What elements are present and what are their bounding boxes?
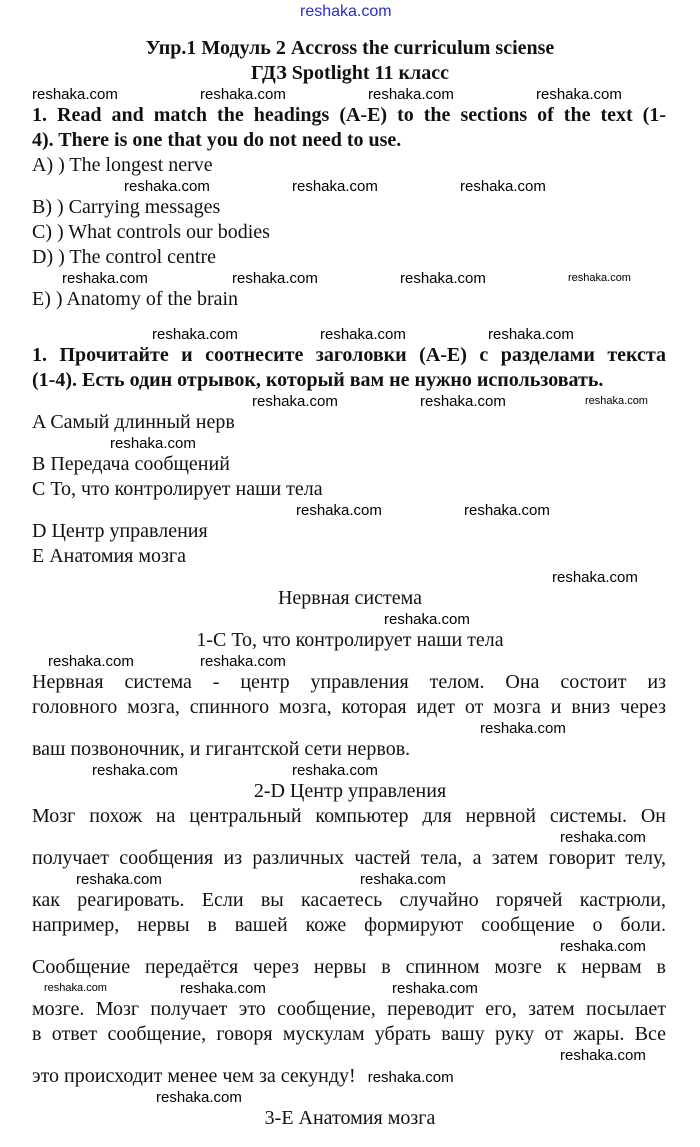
watermark-row	[0, 1047, 700, 1064]
watermark: reshaka.com	[552, 569, 638, 586]
paragraph-line: мозге. Мозг получает это сообщение, переводит его, затем посылает	[32, 998, 666, 1020]
watermark: reshaka.com	[460, 178, 546, 195]
option-ru: E Анатомия мозга	[32, 545, 187, 567]
paragraph-line: это происходит менее чем за секунду!	[32, 1065, 356, 1087]
section-heading: 2-D Центр управления	[253, 780, 447, 802]
watermark-row	[0, 938, 700, 955]
paragraph-line: Нервная система - центр управления телом. Она состоит из	[32, 671, 666, 693]
watermark: reshaka.com	[488, 326, 574, 343]
watermark: reshaka.com	[62, 270, 148, 287]
section-heading: 1-C То, что контролирует наши тела	[196, 629, 504, 651]
watermark-row	[0, 1089, 700, 1106]
paragraph-line: получает сообщения из различных частей тела, а затем говорит телу,	[32, 847, 666, 869]
watermark: reshaka.com	[296, 502, 382, 519]
page-title: Упр.1 Модуль 2 Accross the curriculum sciense	[145, 37, 555, 59]
watermark: reshaka.com	[536, 86, 622, 103]
text-title: Нервная система	[277, 587, 422, 609]
watermark-row	[0, 178, 700, 195]
watermark: reshaka.com	[560, 938, 646, 955]
watermark: reshaka.com	[200, 653, 286, 670]
watermark: reshaka.com	[48, 653, 134, 670]
paragraph-line: ваш позвоночник, и гигантской сети нервов.	[32, 738, 411, 760]
watermark: reshaka.com	[44, 982, 107, 994]
watermark-row	[0, 762, 700, 779]
task-ru-line: 1. Прочитайте и соотнесите заголовки (A-E) с разделами текста	[32, 344, 666, 366]
watermark-row	[0, 435, 700, 452]
watermark-row	[0, 270, 700, 287]
watermark: reshaka.com	[368, 86, 454, 103]
watermark: reshaka.com	[292, 178, 378, 195]
watermark-row	[0, 720, 700, 737]
watermark: reshaka.com	[180, 980, 266, 997]
watermark: reshaka.com	[367, 1069, 454, 1086]
paragraph-line: в ответ сообщение, говоря мускулам убрать вашу руку от жары. Все	[32, 1023, 666, 1045]
watermark: reshaka.com	[480, 720, 566, 737]
option-ru: B Передача сообщений	[32, 453, 230, 475]
watermark-row	[0, 611, 700, 628]
watermark: reshaka.com	[384, 611, 470, 628]
watermark-row	[0, 653, 700, 670]
watermark-row	[0, 980, 700, 997]
watermark-row	[0, 326, 700, 343]
option-en: D) ) The control centre	[32, 246, 216, 268]
watermark: reshaka.com	[124, 178, 210, 195]
option-en: A) ) The longest nerve	[32, 154, 213, 176]
watermark: reshaka.com	[560, 829, 646, 846]
watermark: reshaka.com	[360, 871, 446, 888]
watermark: reshaka.com	[320, 326, 406, 343]
watermark: reshaka.com	[252, 393, 338, 410]
watermark: reshaka.com	[568, 272, 631, 284]
section-heading: 3-E Анатомия мозга	[264, 1107, 436, 1129]
watermark-row	[0, 502, 700, 519]
site-watermark-link[interactable]: reshaka.com	[300, 3, 392, 20]
paragraph-line: например, нервы в вашей коже формируют сообщение о боли.	[32, 914, 666, 936]
task-en-line: 4). There is one that you do not need to use.	[32, 129, 402, 151]
watermark-row	[0, 86, 700, 103]
paragraph-line: Мозг похож на центральный компьютер для нервной системы. Он	[32, 805, 666, 827]
watermark: reshaka.com	[420, 393, 506, 410]
watermark: reshaka.com	[156, 1089, 242, 1106]
option-en: E) ) Anatomy of the brain	[32, 288, 239, 310]
option-ru: A Самый длинный нерв	[32, 411, 235, 433]
watermark: reshaka.com	[92, 762, 178, 779]
option-ru: C То, что контролирует наши тела	[32, 478, 323, 500]
page-subtitle: ГДЗ Spotlight 11 класс	[251, 62, 449, 84]
watermark-row	[0, 829, 700, 846]
watermark: reshaka.com	[232, 270, 318, 287]
task-en-line: 1. Read and match the headings (A-E) to the sections of the text (1-	[32, 104, 666, 126]
paragraph-line: как реагировать. Если вы касаетесь случайно горячей кастрюли,	[32, 889, 666, 911]
watermark: reshaka.com	[400, 270, 486, 287]
watermark: reshaka.com	[32, 86, 118, 103]
task-ru-line: (1-4). Есть один отрывок, который вам не нужно использовать.	[32, 369, 604, 391]
watermark-row	[0, 569, 700, 586]
watermark: reshaka.com	[464, 502, 550, 519]
watermark: reshaka.com	[76, 871, 162, 888]
watermark: reshaka.com	[152, 326, 238, 343]
option-ru: D Центр управления	[32, 520, 208, 542]
watermark: reshaka.com	[585, 395, 648, 407]
watermark: reshaka.com	[110, 435, 196, 452]
paragraph-line: головного мозга, спинного мозга, которая идет от мозга и вниз через	[32, 696, 666, 718]
watermark: reshaka.com	[292, 762, 378, 779]
watermark: reshaka.com	[560, 1047, 646, 1064]
watermark: reshaka.com	[392, 980, 478, 997]
watermark: reshaka.com	[200, 86, 286, 103]
option-en: B) ) Carrying messages	[32, 196, 221, 218]
paragraph-line: Сообщение передаётся через нервы в спинном мозге к нервам в	[32, 956, 666, 978]
option-en: C) ) What controls our bodies	[32, 221, 270, 243]
watermark-row	[0, 393, 700, 410]
watermark-row	[0, 871, 700, 888]
paragraph-line-with-watermark	[32, 1064, 666, 1089]
